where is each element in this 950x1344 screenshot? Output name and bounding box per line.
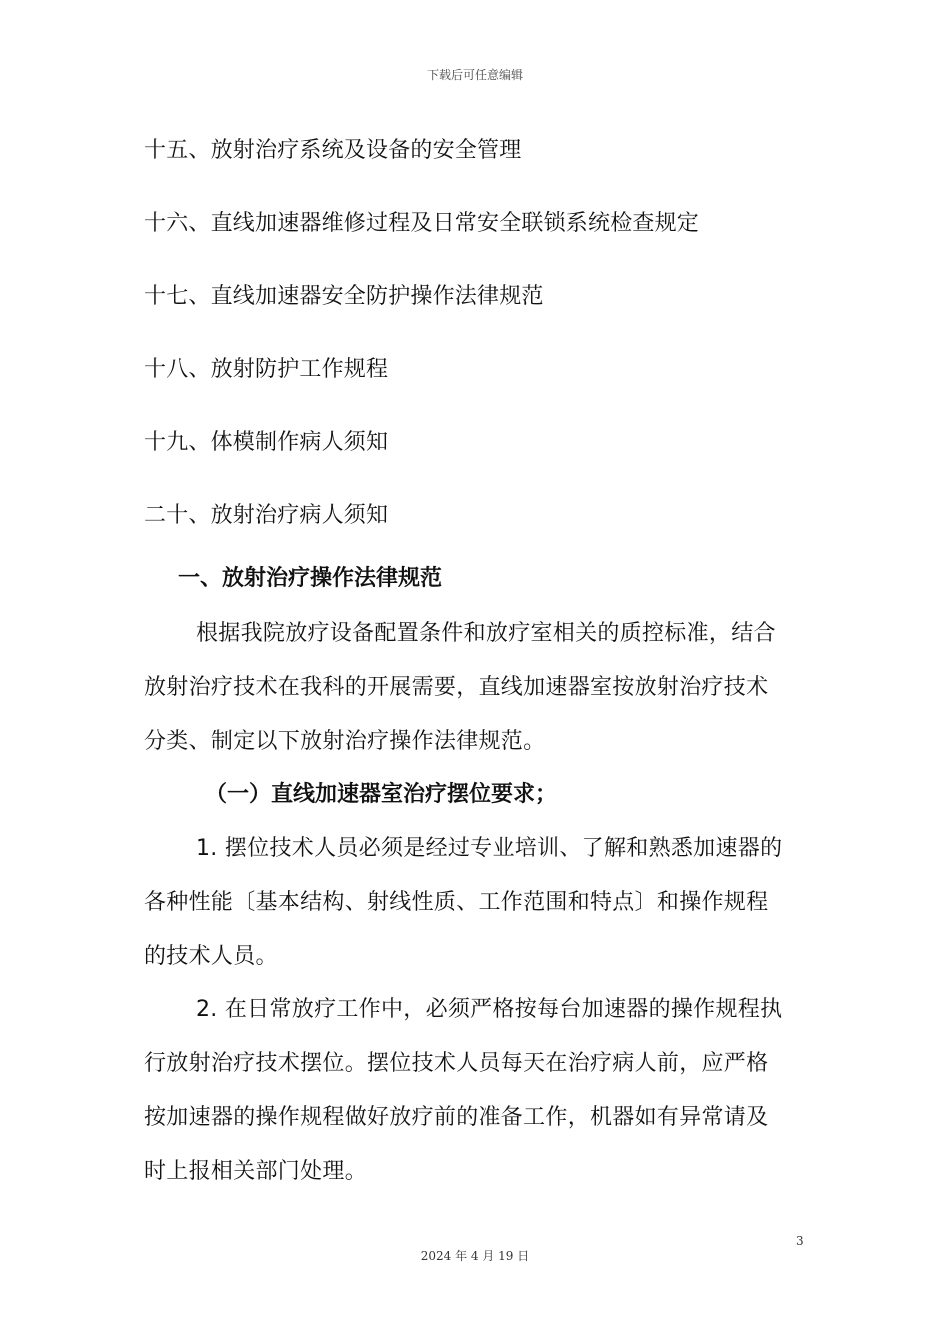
item1-line-3: 的技术人员。 (144, 944, 278, 969)
toc-item-19: 十九、体模制作病人须知 (144, 430, 389, 455)
toc-item-20: 二十、放射治疗病人须知 (144, 503, 389, 528)
page-number: 3 (796, 1234, 804, 1248)
toc-item-17: 十七、直线加速器安全防护操作法律规范 (144, 284, 544, 309)
section-heading: 一、放射治疗操作法律规范 (178, 566, 443, 591)
subsection-heading: （一）直线加速器室治疗摆位要求； (205, 782, 558, 807)
item2-line-3: 按加速器的操作规程做好放疗前的准备工作，机器如有异常请及 (144, 1105, 769, 1130)
toc-item-15: 十五、放射治疗系统及设备的安全管理 (144, 138, 522, 163)
toc-item-16: 十六、直线加速器维修过程及日常安全联锁系统检查规定 (144, 211, 700, 236)
page-header-note: 下载后可任意编辑 (426, 68, 523, 82)
item2-line-2: 行放射治疗技术摆位。摆位技术人员每天在治疗病人前，应严格 (144, 1051, 769, 1076)
footer-date: 2024 年 4 月 19 日 (420, 1249, 530, 1263)
item2-line-1: 2. 在日常放疗工作中，必须严格按每台加速器的操作规程执 (196, 997, 783, 1022)
item1-line-1: 1. 摆位技术人员必须是经过专业培训、了解和熟悉加速器的 (196, 836, 783, 861)
toc-item-18: 十八、放射防护工作规程 (144, 357, 389, 382)
item2-line-4: 时上报相关部门处理。 (144, 1159, 368, 1184)
intro-line-3: 分类、制定以下放射治疗操作法律规范。 (144, 729, 546, 754)
intro-line-2: 放射治疗技术在我科的开展需要，直线加速器室按放射治疗技术 (144, 675, 769, 700)
intro-line-1: 根据我院放疗设备配置条件和放疗室相关的质控标准，结合 (196, 621, 776, 646)
item1-line-2: 各种性能〔基本结构、射线性质、工作范围和特点〕和操作规程 (144, 890, 769, 915)
